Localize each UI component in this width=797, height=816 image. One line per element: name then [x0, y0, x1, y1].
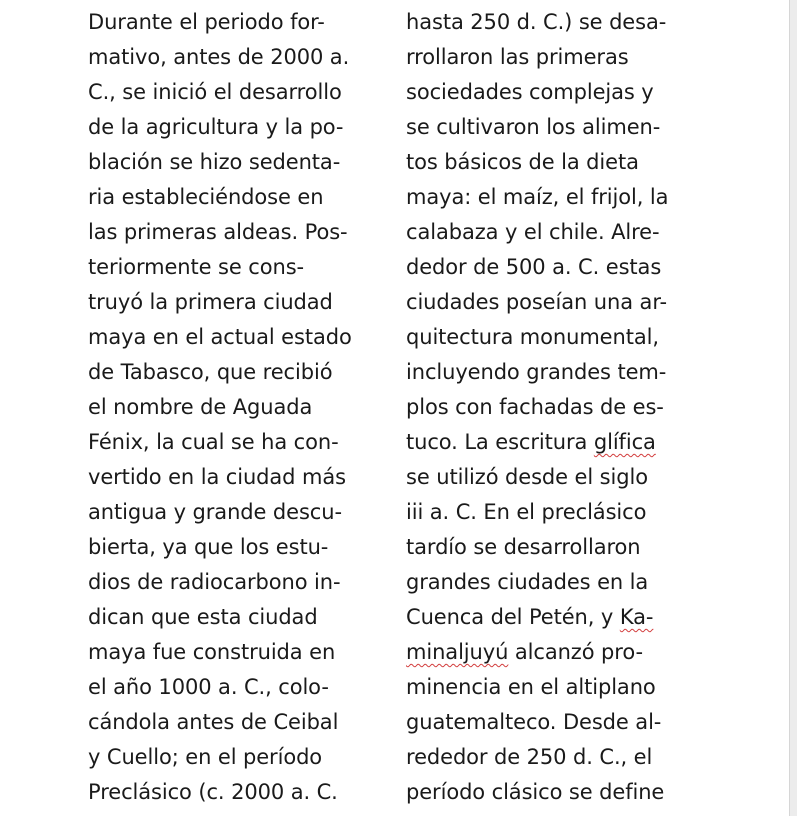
- text-line: antigua y grande descu-: [88, 500, 342, 524]
- text-line: plos con fachadas de es-: [406, 395, 664, 419]
- text-line: Fénix, la cual se ha con-: [88, 430, 339, 454]
- window-edge: [789, 0, 797, 816]
- text-line: maya: el maíz, el frijol, la: [406, 185, 669, 209]
- spell-error-word[interactable]: glífica: [593, 430, 656, 454]
- text-line: guatemalteco. Desde al-: [406, 710, 662, 734]
- text-line: Preclásico (c. 2000 a. C.: [88, 780, 338, 804]
- text-line: las primeras aldeas. Pos-: [88, 220, 348, 244]
- text-line: bierta, ya que los estu-: [88, 535, 329, 559]
- text-column-right: [406, 5, 706, 810]
- text-line: el nombre de Aguada: [88, 395, 313, 419]
- text-line: Durante el periodo for-: [88, 10, 325, 34]
- text-line: maya en el actual estado: [88, 325, 352, 349]
- text-line: iii a. C. En el preclásico: [406, 500, 647, 524]
- text-line: dios de radiocarbono in-: [88, 570, 341, 594]
- text-line: sociedades complejas y: [406, 80, 654, 104]
- spell-error-word[interactable]: minaljuyú: [406, 640, 509, 664]
- text-line: tuco. La escritura glífica: [406, 430, 656, 454]
- text-line: mativo, antes de 2000 a.: [88, 45, 350, 69]
- text-line: calabaza y el chile. Alre-: [406, 220, 660, 244]
- text-line: hasta 250 d. C.) se desa-: [406, 10, 667, 34]
- text-line: C., se inició el desarrollo: [88, 80, 342, 104]
- text-line: de Tabasco, que recibió: [88, 360, 333, 384]
- text-line: truyó la primera ciudad: [88, 290, 333, 314]
- text-line: minaljuyú alcanzó pro-: [406, 640, 643, 664]
- text-line: rededor de 250 d. C., el: [406, 745, 653, 769]
- text-line: se cultivaron los alimen-: [406, 115, 661, 139]
- text-line: incluyendo grandes tem-: [406, 360, 667, 384]
- text-line: dedor de 500 a. C. estas: [406, 255, 662, 279]
- text-column-left: [88, 5, 378, 810]
- text-line: blación se hizo sedenta-: [88, 150, 341, 174]
- text-line: teriormente se cons-: [88, 255, 305, 279]
- text-line: período clásico se define: [406, 780, 665, 804]
- text-line: quitectura monumental,: [406, 325, 659, 349]
- text-line: grandes ciudades en la: [406, 570, 649, 594]
- text-line: maya fue construida en: [88, 640, 336, 664]
- text-line: y Cuello; en el período: [88, 745, 323, 769]
- text-line: vertido en la ciudad más: [88, 465, 346, 489]
- text-line: cándola antes de Ceibal: [88, 710, 339, 734]
- text-line: minencia en el altiplano: [406, 675, 656, 699]
- text-line: ciudades poseían una ar-: [406, 290, 667, 314]
- text-line: de la agricultura y la po-: [88, 115, 344, 139]
- text-line: tardío se desarrollaron: [406, 535, 641, 559]
- text-line: el año 1000 a. C., colo-: [88, 675, 329, 699]
- spell-error-word[interactable]: Ka-: [619, 605, 654, 629]
- text-line: rrollaron las primeras: [406, 45, 629, 69]
- text-line: se utilizó desde el siglo: [406, 465, 648, 489]
- text-line: dican que esta ciudad: [88, 605, 318, 629]
- text-line: ria estableciéndose en: [88, 185, 324, 209]
- text-line: tos básicos de la dieta: [406, 150, 639, 174]
- text-line: Cuenca del Petén, y Ka-: [406, 605, 654, 629]
